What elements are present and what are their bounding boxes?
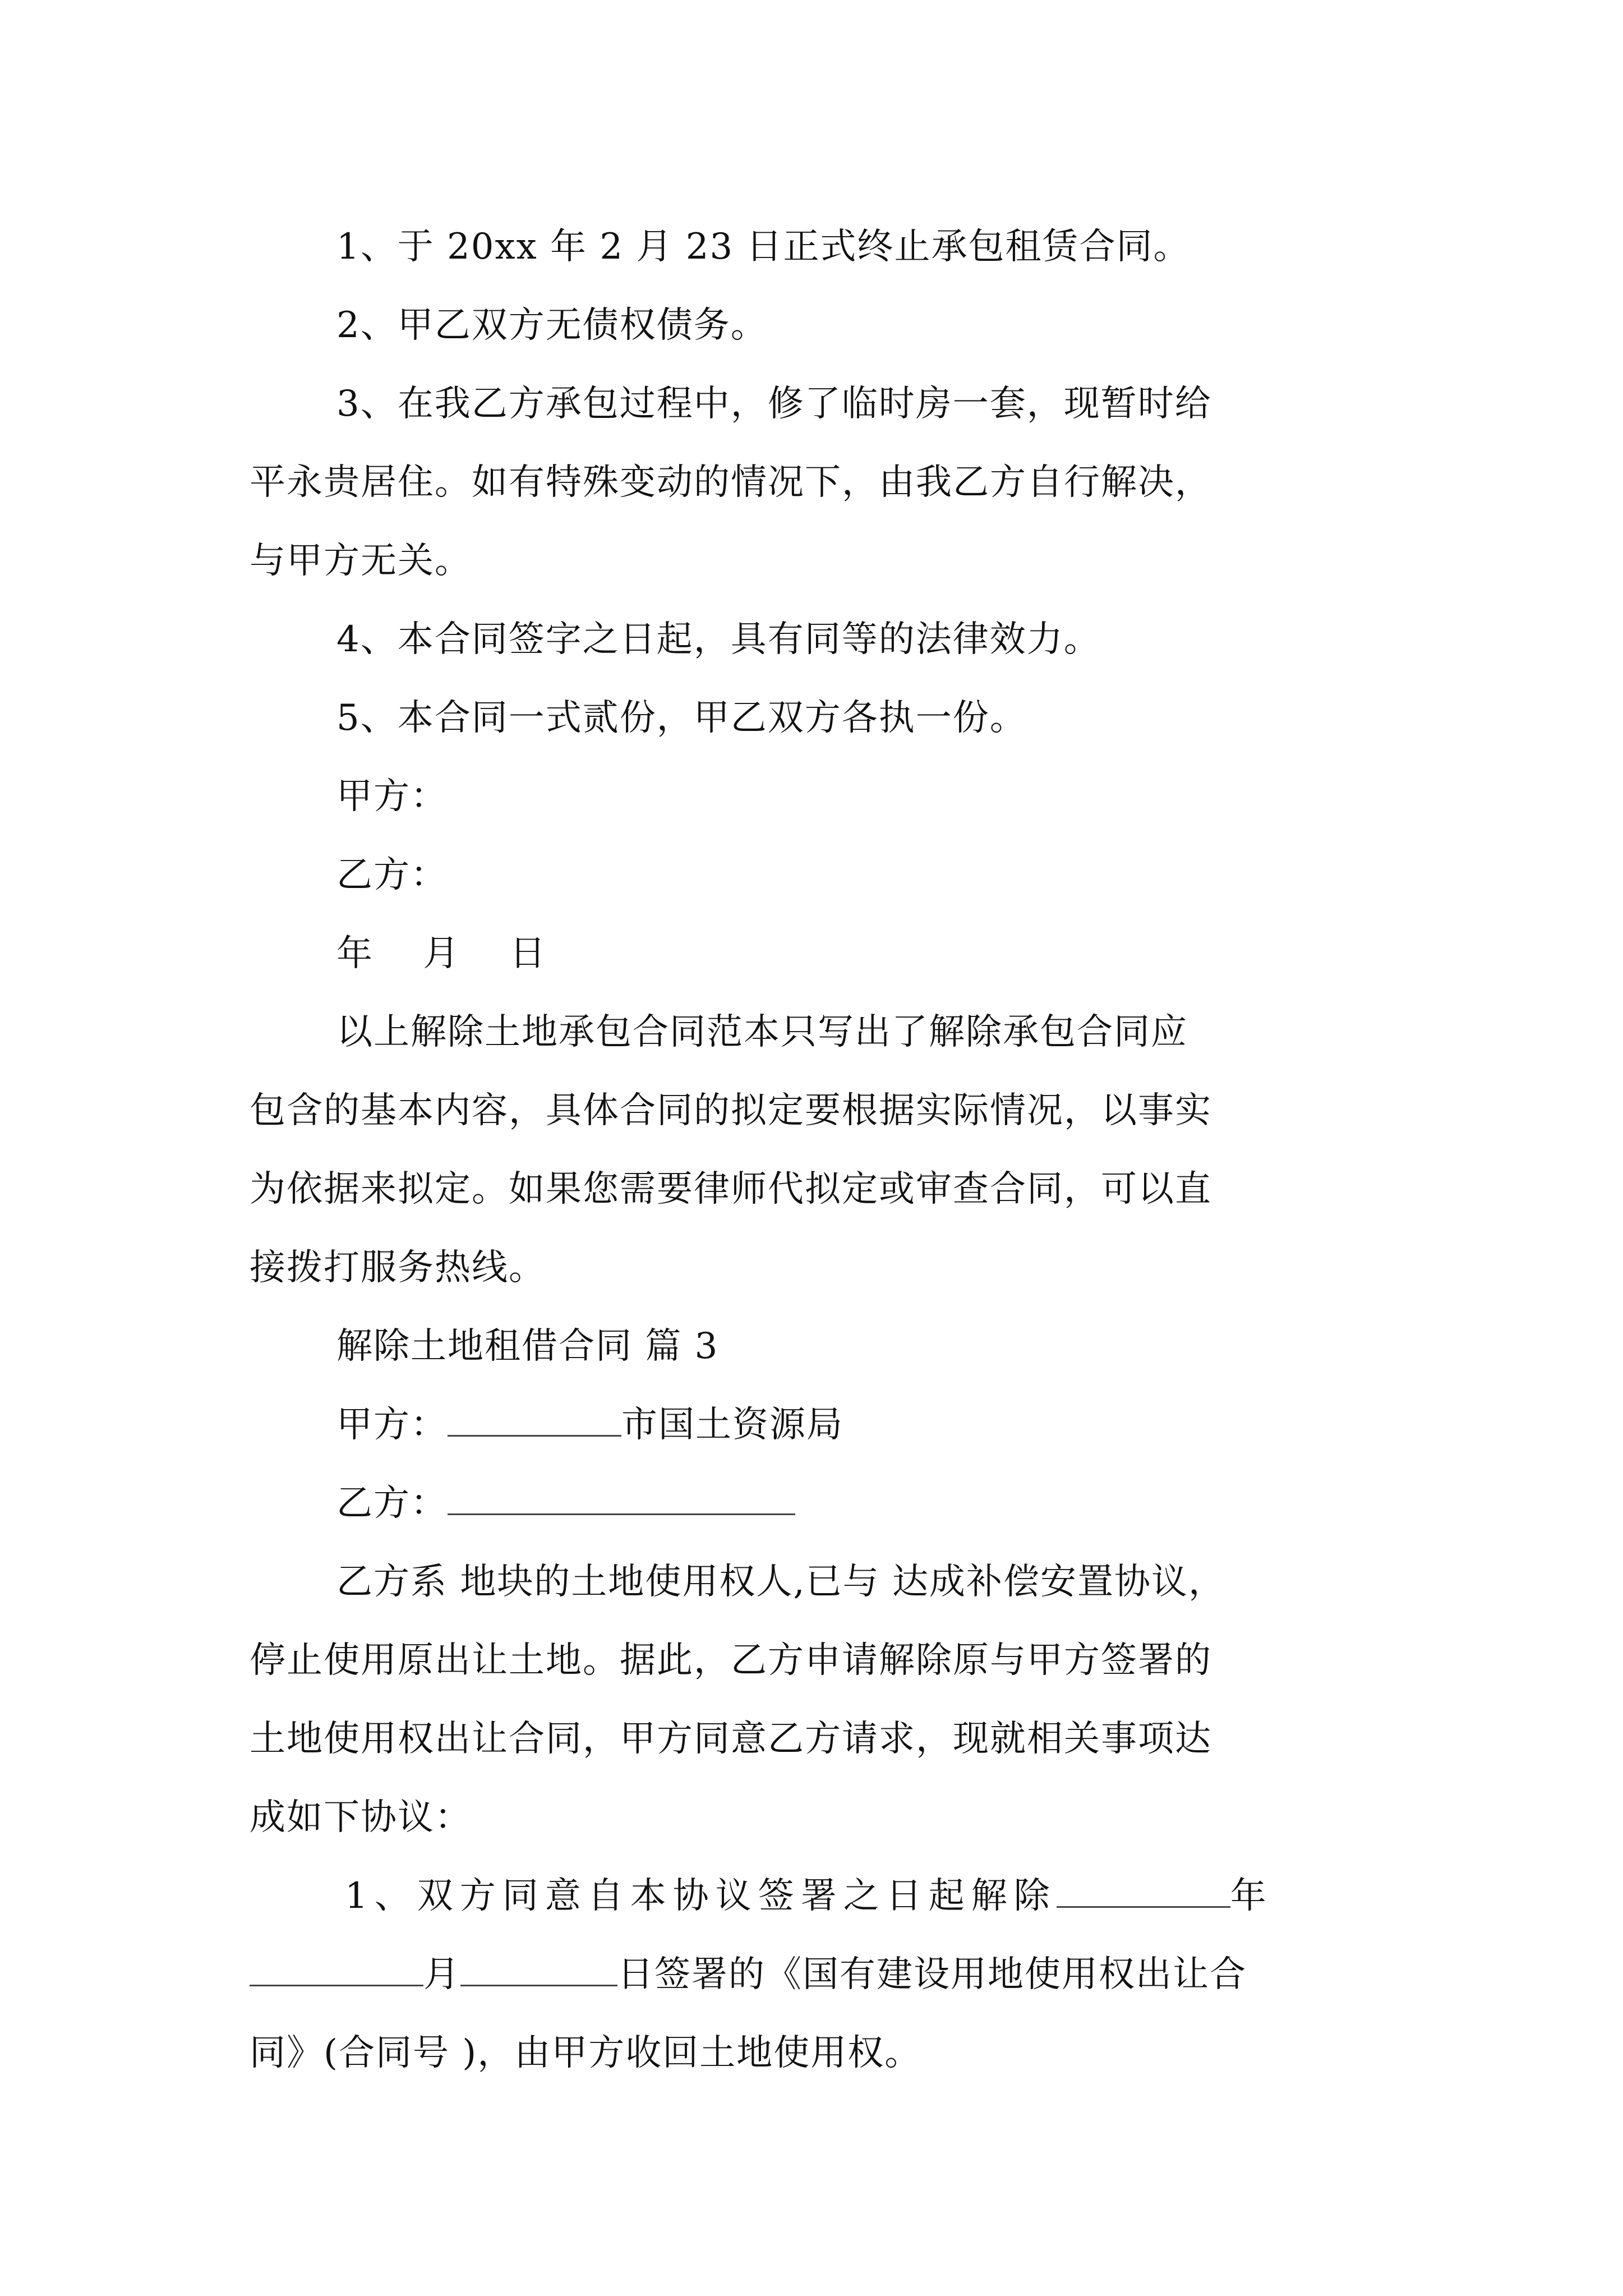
party-a-row	[0, 1400, 1623, 1450]
party-a-name: 市国土资源局	[621, 1404, 843, 1446]
clause-1: 1、于 20xx 年 2 月 23 日正式终止承包租赁合同。	[336, 226, 1191, 268]
section-heading: 解除土地租借合同 篇 3	[336, 1326, 719, 1367]
clause-5: 5、本合同一式贰份，甲乙双方各执一份。	[336, 697, 1027, 739]
year-label: 年	[1230, 1875, 1273, 1917]
clause-3-line-2: 平永贵居住。如有特殊变动的情况下，由我乙方自行解决，	[250, 462, 1212, 503]
clause-3-line-1: 3、在我乙方承包过程中，修了临时房一套，现暂时给	[336, 383, 1212, 425]
agreement-intro-line-2: 停止使用原出让土地。据此，乙方申请解除原与甲方签署的	[250, 1640, 1212, 1681]
clause-1-contract-title: 日签署的《国有建设用地使用权出让合	[617, 1954, 1247, 1995]
note-line-3: 为依据来拟定。如果您需要律师代拟定或审查合同，可以直	[250, 1168, 1212, 1210]
party-a-blank	[448, 1402, 621, 1437]
agreement-intro-line-1: 乙方系 地块的土地使用权人,已与 达成补偿安置协议，	[336, 1561, 1226, 1603]
month-prefix-blank	[250, 1952, 423, 1986]
clause-2: 2、甲乙双方无债权债务。	[336, 305, 768, 346]
note-line-2: 包含的基本内容，具体合同的拟定要根据实际情况，以事实	[250, 1090, 1212, 1131]
clause-3-line-3: 与甲方无关。	[250, 540, 472, 582]
agreement-clause-1-line-3: 同》(合同号 )，由甲方收回土地使用权。	[250, 2032, 922, 2074]
agreement-clause-1-line-1	[0, 1871, 1623, 1921]
date-line: 年 月 日	[336, 933, 547, 974]
clause-4: 4、本合同签字之日起，具有同等的法律效力。	[336, 619, 1101, 660]
note-line-1: 以上解除土地承包合同范本只写出了解除承包合同应	[336, 1011, 1188, 1053]
agreement-intro-line-3: 土地使用权出让合同，甲方同意乙方请求，现就相关事项达	[250, 1718, 1212, 1760]
agreement-clause-1-line-2	[0, 1949, 1623, 2000]
day-blank	[460, 1952, 617, 1986]
party-b-label: 乙方：	[336, 854, 448, 896]
clause-1-prefix: 1、双方同意自本协议签署之日起解除	[345, 1875, 1057, 1917]
month-label: 月	[423, 1954, 460, 1995]
note-line-4: 接拨打服务热线。	[250, 1247, 546, 1289]
party-b-row	[0, 1478, 1623, 1529]
agreement-intro-line-4: 成如下协议：	[250, 1797, 472, 1838]
party-b-blank	[448, 1481, 795, 1515]
party-a-label: 甲方：	[336, 776, 448, 817]
party-b-label-2: 乙方：	[336, 1483, 448, 1524]
party-a-label-2: 甲方：	[336, 1404, 448, 1446]
year-blank	[1057, 1874, 1230, 1908]
